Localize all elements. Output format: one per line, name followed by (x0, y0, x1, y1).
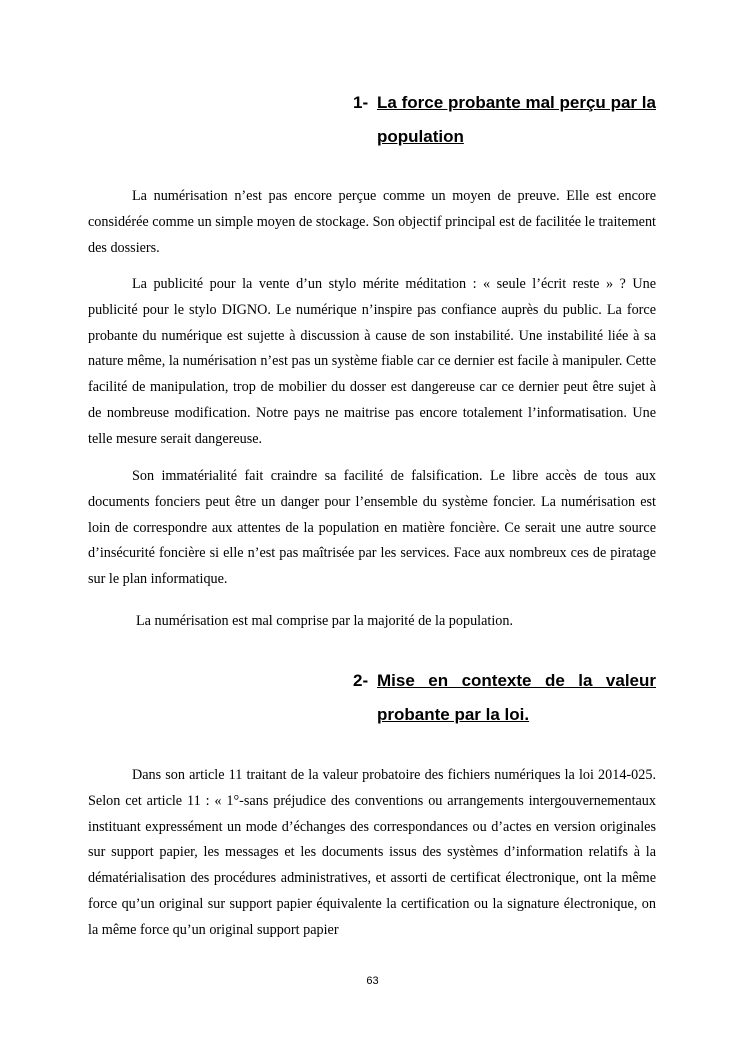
section-2-title: Mise en contexte de la valeur probante par la loi. (377, 671, 656, 724)
section-1-title: La force probante mal perçu par la population (377, 93, 656, 146)
section-2-number: 2- (353, 671, 369, 690)
paragraph: La publicité pour la vente d’un stylo mérite méditation : « seule l’écrit reste » ? Une publicité pour le stylo DIGNO. Le numérique n’inspire pas confiance auprès du public. La force probante du numérique est sujette à discussion à cause de son instabilité. Une instabilité liée à sa nature même, la numérisation n’est pas un système fiable car ce dernier est facile à manipuler. Cette facilité de manipulation, trop de mobilier du dosser est dangereuse car ce dernier peut être sujet à de nombreuse modification. Notre pays ne maitrise pas encore totalement l’informatisation. Une telle mesure serait dangereuse. (88, 276, 656, 447)
section-1-number: 1- (353, 93, 369, 112)
section-2-heading (353, 664, 656, 732)
page-number: 63 (366, 975, 379, 987)
paragraph: Son immatérialité fait craindre sa facilité de falsification. Le libre accès de tous aux documents fonciers peut être un danger pour l’ensemble du système foncier. La numérisation est loin de correspondre aux attentes de la population en matière foncière. Ce serait une autre source d’insécurité foncière si elle n’est pas maîtrisée par les services. Face aux nombreux ces de piratage sur le plan informatique. (88, 468, 656, 588)
section-1-heading (353, 86, 656, 154)
paragraph: Dans son article 11 traitant de la valeur probatoire des fichiers numériques la loi 2014-025. Selon cet article 11 : « 1°-sans préjudice des conventions ou arrangements intergouvernementaux instituant expressément un mode d’échanges des correspondances ou d’actes en version originales sur support papier, les messages et les documents issus des systèmes d’information relatifs à la dématérialisation des procédures administratives, et assorti de certificat électronique, ont la même force qu’un original sur support papier équivalente la certification ou la signature électronique, on la même force qu’un original support papier (88, 767, 656, 938)
paragraph: La numérisation n’est pas encore perçue comme un moyen de preuve. Elle est encore considérée comme un simple moyen de stockage. Son objectif principal est de facilitée le traitement des dossiers. (88, 188, 656, 256)
paragraph: La numérisation est mal comprise par la majorité de la population. (136, 613, 514, 629)
